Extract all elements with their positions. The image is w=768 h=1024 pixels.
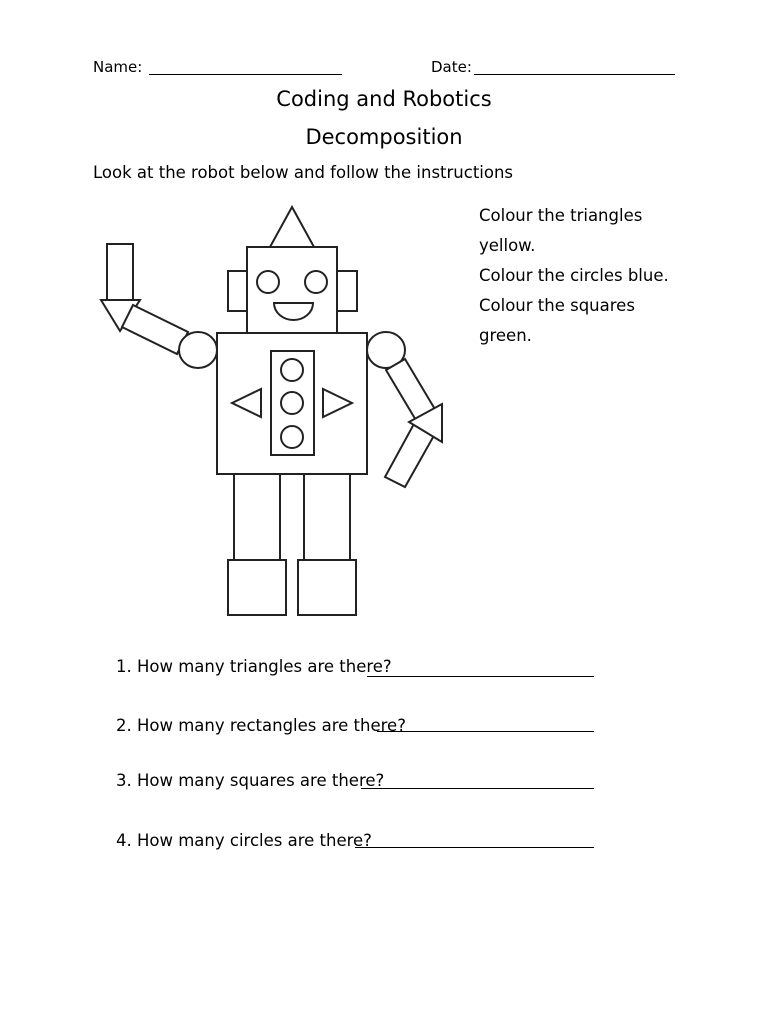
question-1: 1. How many triangles are there? [116, 657, 392, 676]
answer-line-4[interactable] [355, 847, 594, 848]
square-shape [298, 560, 356, 615]
square-shape [228, 560, 286, 615]
worksheet-subtitle: Decomposition [305, 125, 463, 149]
circle-shape [281, 426, 303, 448]
instruction-line: yellow. [479, 236, 536, 255]
circle-shape [281, 392, 303, 414]
circle-shape [305, 271, 327, 293]
name-label: Name: [93, 58, 143, 76]
answer-line-3[interactable] [361, 788, 594, 789]
intro-text: Look at the robot below and follow the instructions [93, 163, 514, 182]
circle-shape [179, 332, 217, 368]
rectangle-shape [107, 244, 133, 300]
question-4: 4. How many circles are there? [116, 831, 372, 850]
instruction-line: Colour the triangles [479, 206, 643, 225]
date-label: Date: [431, 58, 472, 76]
rectangle-shape [304, 474, 350, 562]
triangle-shape [270, 207, 314, 247]
worksheet-title: Coding and Robotics [276, 87, 492, 111]
rectangle-shape [122, 305, 188, 354]
rectangle-shape [337, 271, 357, 311]
circle-shape [257, 271, 279, 293]
answer-line-2[interactable] [377, 731, 594, 732]
question-2: 2. How many rectangles are there? [116, 716, 406, 735]
instruction-line: Colour the squares [479, 296, 635, 315]
answer-line-1[interactable] [367, 676, 594, 677]
circle-shape [281, 359, 303, 381]
instruction-line: green. [479, 326, 532, 345]
rectangle-shape [234, 474, 280, 562]
instruction-line: Colour the circles blue. [479, 266, 669, 285]
question-3: 3. How many squares are there? [116, 771, 385, 790]
rectangle-shape [228, 271, 248, 311]
